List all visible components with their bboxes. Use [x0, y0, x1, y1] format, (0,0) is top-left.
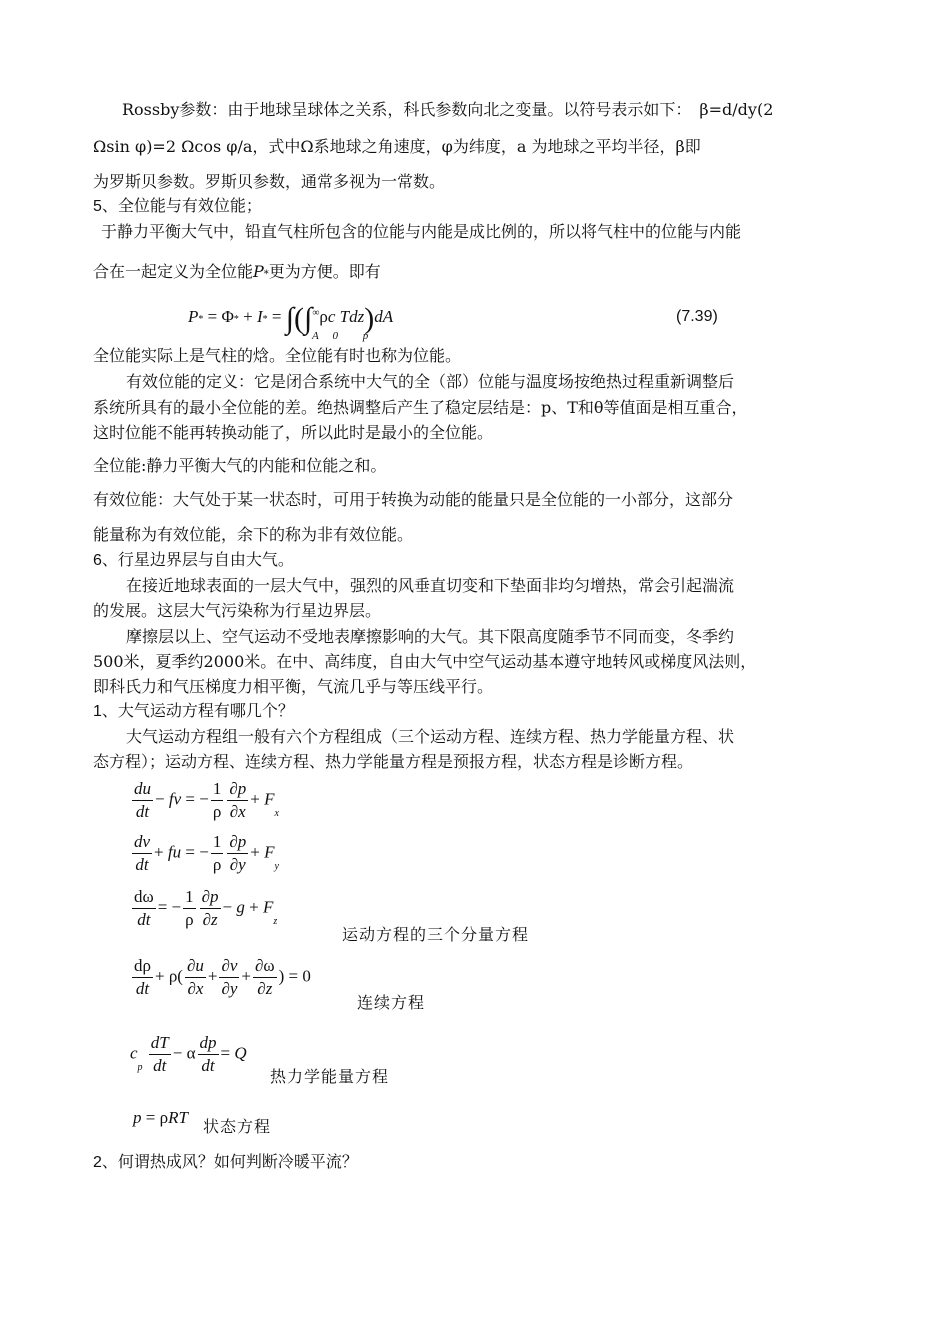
equation-motion-x: $\frac{du}{dt}$ − fv = − $\frac{1}{\rho}$ $\frac{\partial p}{\partial x}$ + $F_x$	[134, 779, 279, 821]
question-1-line-1: 大气运动方程组一般有六个方程组成（三个运动方程、连续方程、热力学能量方程、状	[126, 727, 735, 746]
section-5-line-9: 能量称为有效位能，余下的称为非有效位能。	[93, 525, 414, 544]
section-5-line-1: 于静力平衡大气中，铅直气柱所包含的位能与内能是成比例的，所以将气柱中的位能与内能	[101, 222, 742, 241]
section-6-line-4: 500米，夏季约2000米。在中、高纬度，自由大气中空气运动基本遵守地转风或梯度风法则，	[93, 652, 757, 671]
section-6-heading: 6、行星边界层与自由大气。	[93, 552, 294, 569]
label-thermodynamic-equation: 热力学能量方程	[270, 1067, 390, 1086]
label-continuity-equation: 连续方程	[357, 993, 426, 1012]
section-5-line-3: 全位能实际上是气柱的焓。全位能有时也称为位能。	[93, 346, 462, 365]
section-5-line-2	[93, 262, 381, 285]
section-6-line-5: 即科氏力和气压梯度力相平衡，气流几乎与等压线平行。	[93, 677, 494, 696]
question-1-line-2: 态方程）；运动方程、连续方程、热力学能量方程是预报方程，状态方程是诊断方程。	[93, 752, 694, 771]
equation-continuity: $\frac{d\rho}{dt}$ + ρ( $\frac{\partial u}{\partial x}$ + $\frac{\partial v}{\partial y}$ + $\frac{\partial\omega}{\partial z}$ ) = 0	[134, 956, 311, 998]
section-5-line-5: 系统所具有的最小全位能的差。绝热调整后产生了稳定层结是：p、T和θ等值面是相互重合，	[93, 398, 748, 417]
symbol-p-star: P*	[253, 262, 269, 281]
section-5-line-2a: 合在一起定义为全位能	[93, 262, 254, 281]
question-2-heading: 2、何谓热成风？如何判断冷暖平流？	[93, 1154, 358, 1171]
section-5-line-6: 这时位能不能再转换动能了，所以此时是最小的全位能。	[93, 423, 494, 442]
section-5-line-7: 全位能:静力平衡大气的内能和位能之和。	[93, 456, 387, 475]
rossby-line-3: 为罗斯贝参数。罗斯贝参数，通常多视为一常数。	[93, 172, 446, 191]
section-5-line-2b: 更为方便。即有	[268, 262, 381, 281]
equation-number: (7.39)	[676, 308, 718, 325]
rossby-line-2: Ωsin φ)=2 Ωcos φ/a，式中Ω系地球之角速度，φ为纬度，a 为地球之平均半径，β即	[93, 137, 701, 156]
equation-state: p = ρRT	[133, 1108, 188, 1127]
section-6-line-1: 在接近地球表面的一层大气中，强烈的风垂直切变和下垫面非均匀增热，常会引起湍流	[126, 576, 735, 595]
label-state-equation: 状态方程	[203, 1117, 272, 1136]
section-5-heading: 5、全位能与有效位能；	[93, 198, 262, 215]
equation-thermodynamic: $c_p$ $\frac{dT}{dt}$ − α $\frac{dp}{dt}$ = Q	[130, 1033, 247, 1075]
section-6-line-2: 的发展。这层大气污染称为行星边界层。	[93, 601, 382, 620]
section-5-line-8: 有效位能：大气处于某一状态时，可用于转换为动能的能量只是全位能的一小部分，这部分	[93, 490, 734, 509]
rossby-line-1: Rossby参数：由于地球呈球体之关系，科氏参数向北之变量。以符号表示如下： β=d/dy(2	[122, 100, 774, 119]
equation-motion-z: $\frac{d\omega}{dt}$ = − $\frac{1}{\rho}$ $\frac{\partial p}{\partial z}$ − $g + F_z$	[134, 887, 278, 929]
section-5-line-4: 有效位能的定义：它是闭合系统中大气的全（部）位能与温度场按绝热过程重新调整后	[126, 372, 735, 391]
section-6-line-3: 摩擦层以上、空气运动不受地表摩擦影响的大气。其下限高度随季节不同而变，冬季约	[126, 627, 735, 646]
equation-subscripts: A 0 p	[312, 330, 369, 342]
label-motion-equations: 运动方程的三个分量方程	[342, 925, 530, 944]
question-1-heading: 1、大气运动方程有哪几个？	[93, 703, 294, 720]
equation-motion-y: $\frac{dv}{dt}$ + fu = − $\frac{1}{\rho}$ $\frac{\partial p}{\partial y}$ + $F_y$	[134, 832, 279, 874]
equation-total-potential-energy: P* = Φ* + I* = ∫(∫∞ρc Tdz)dA	[188, 302, 394, 335]
